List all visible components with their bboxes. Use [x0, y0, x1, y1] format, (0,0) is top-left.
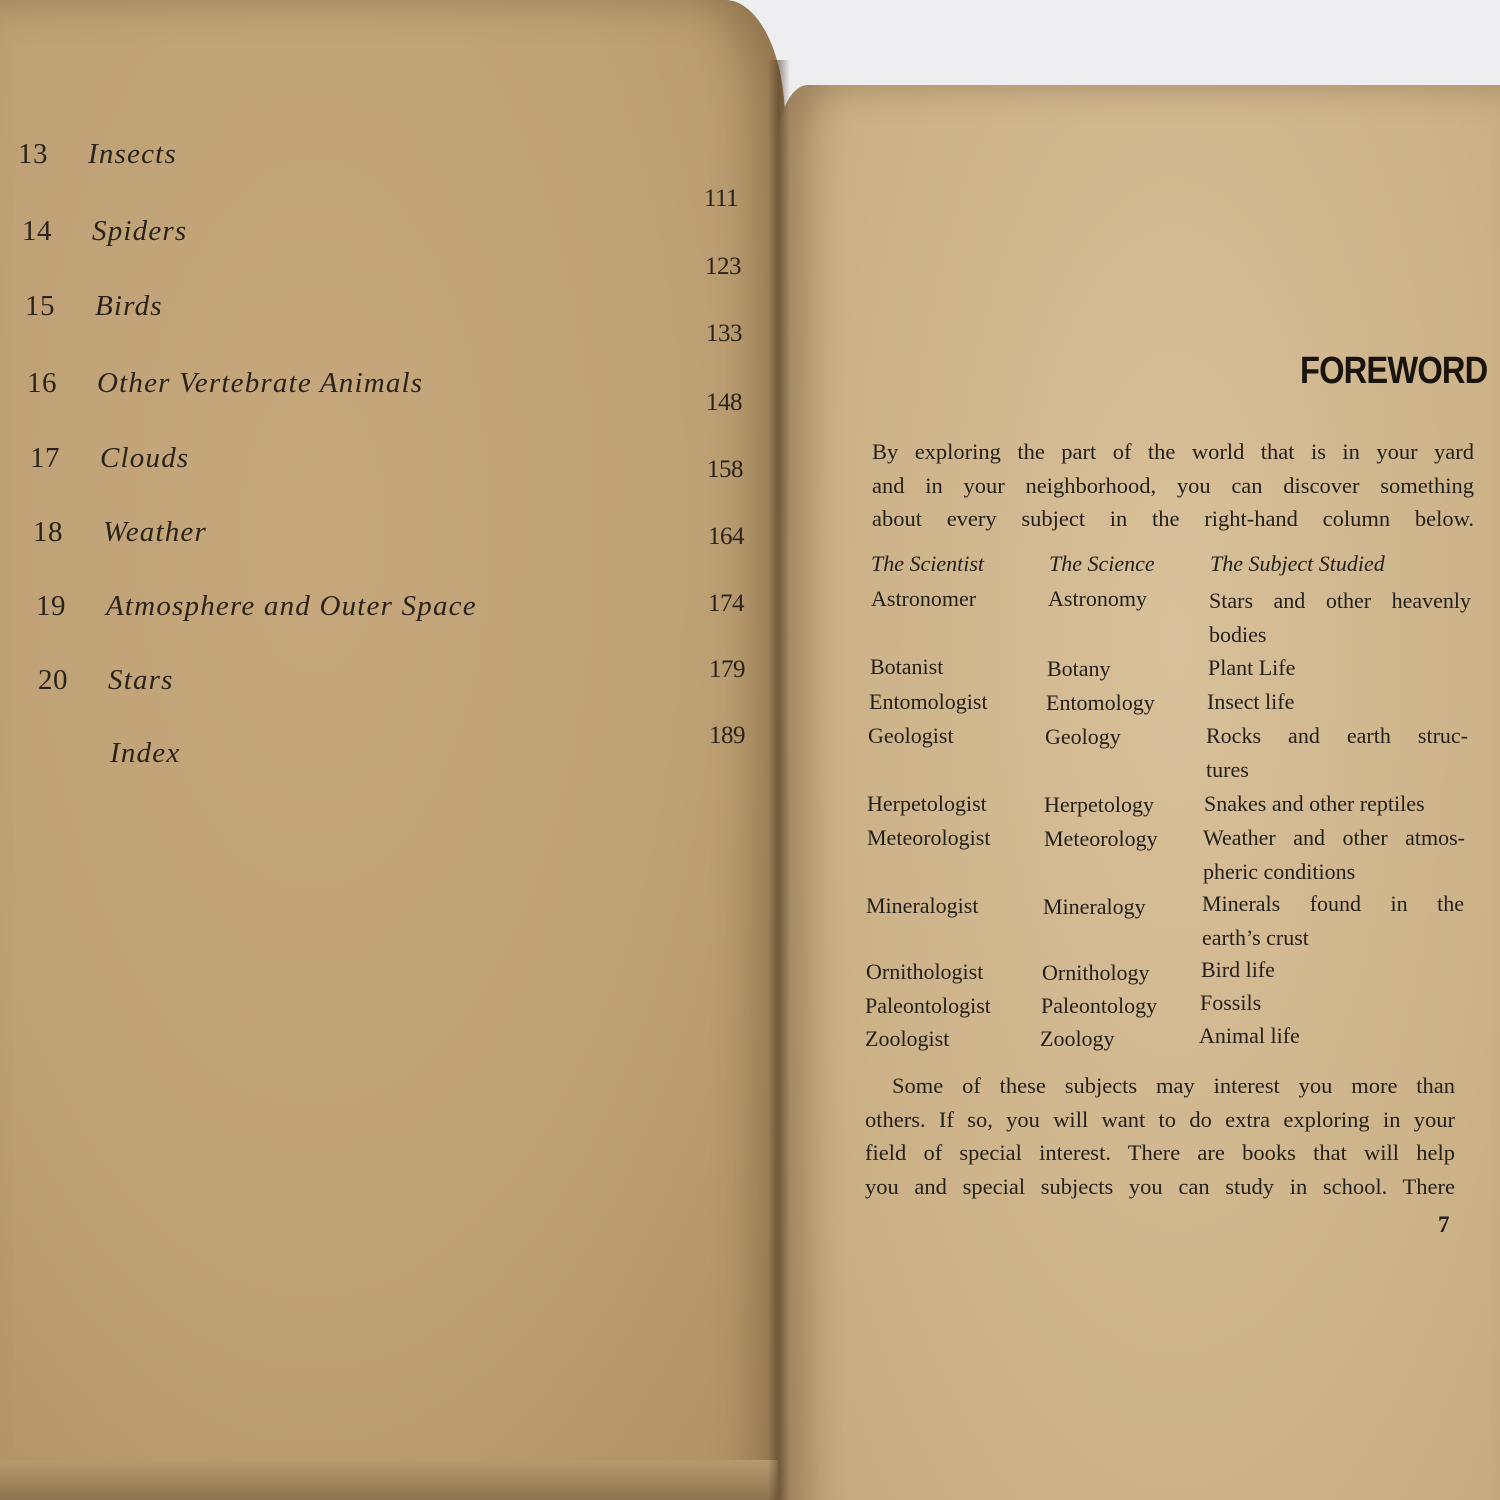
- science-cell: Geology: [1045, 724, 1121, 749]
- chapter-title: Clouds: [100, 442, 190, 474]
- subject-cell: [1199, 1019, 1461, 1053]
- subject-cell: [1204, 787, 1466, 821]
- subject-line: Bird life: [1201, 957, 1275, 982]
- subject-line: Snakes and other reptiles: [1204, 791, 1425, 816]
- subject-line: bodies: [1209, 621, 1267, 647]
- chapter-title: Insects: [88, 138, 177, 170]
- text-line: others. If so, you will want to do extra exploring in your: [865, 1106, 1455, 1132]
- chapter-number: 16: [27, 367, 57, 399]
- subject-cell: [1201, 953, 1463, 987]
- scientist-cell: Herpetologist: [867, 791, 987, 816]
- book-gutter: [768, 60, 790, 1500]
- subject-cell: [1206, 719, 1468, 786]
- chapter-title: Spiders: [92, 215, 188, 247]
- scientist-cell: Meteorologist: [867, 825, 991, 850]
- chapter-page: 164: [708, 523, 744, 550]
- chapter-title: Other Vertebrate Animals: [97, 367, 424, 399]
- subject-line: pheric conditions: [1203, 858, 1356, 884]
- chapter-page: 158: [707, 456, 743, 483]
- text-line: you and special subjects you can study in school. There: [865, 1173, 1455, 1199]
- subject-line: Minerals found in the: [1202, 891, 1464, 916]
- subject-line: tures: [1206, 756, 1249, 782]
- subject-line: Animal life: [1199, 1023, 1300, 1048]
- subject-line: earth’s crust: [1202, 924, 1309, 950]
- subject-cell: [1209, 584, 1471, 651]
- foreword-heading: FOREWORD: [1300, 350, 1488, 392]
- chapter-title: Weather: [103, 516, 207, 548]
- scientist-cell: Astronomer: [871, 586, 977, 611]
- chapter-page: 123: [705, 253, 741, 280]
- chapter-page: 174: [708, 590, 744, 617]
- subject-line: Weather and other atmos-: [1203, 825, 1465, 850]
- column-header-science: The Science: [1049, 551, 1155, 576]
- chapter-title: Index: [110, 737, 181, 769]
- subject-cell: [1202, 887, 1464, 954]
- subject-line: Plant Life: [1208, 655, 1296, 680]
- column-header-scientist: The Scientist: [871, 551, 985, 576]
- chapter-page: 179: [709, 656, 745, 683]
- foreword-intro: [872, 435, 1474, 536]
- chapter-page: 133: [706, 320, 742, 347]
- column-header-subject: The Subject Studied: [1210, 551, 1385, 576]
- chapter-number: 20: [38, 664, 68, 696]
- scientist-cell: Geologist: [868, 723, 954, 748]
- left-page-edge: [0, 1460, 780, 1500]
- text-line: about every subject in the right-hand column below.: [872, 506, 1474, 531]
- scientist-cell: Mineralogist: [866, 893, 979, 918]
- chapter-number: 17: [30, 442, 60, 474]
- science-cell: Zoology: [1040, 1026, 1115, 1051]
- science-cell: Astronomy: [1048, 586, 1147, 611]
- chapter-number: 19: [36, 590, 66, 622]
- subject-cell: [1208, 651, 1470, 685]
- scientist-cell: Ornithologist: [866, 959, 984, 984]
- chapter-number: 14: [22, 215, 52, 247]
- science-cell: Mineralogy: [1043, 894, 1146, 919]
- subject-line: Fossils: [1200, 990, 1262, 1015]
- subject-cell: [1203, 821, 1465, 888]
- chapter-title: Stars: [108, 664, 174, 696]
- science-cell: Entomology: [1046, 690, 1155, 715]
- chapter-number: 13: [18, 138, 48, 170]
- chapter-number: 15: [25, 290, 55, 322]
- scientist-cell: Paleontologist: [865, 993, 991, 1018]
- text-line: and in your neighborhood, you can discover something: [872, 472, 1474, 498]
- text-line: By exploring the part of the world that is in your yard: [872, 439, 1474, 464]
- scientist-cell: Entomologist: [869, 689, 988, 714]
- text-line: Some of these subjects may interest you more than: [892, 1073, 1455, 1098]
- science-cell: Paleontology: [1041, 993, 1158, 1018]
- chapter-title: Atmosphere and Outer Space: [106, 590, 477, 622]
- chapter-title: Birds: [95, 290, 163, 322]
- scientist-cell: Zoologist: [865, 1026, 950, 1051]
- subject-line: Rocks and earth struc-: [1206, 723, 1468, 748]
- subject-cell: [1200, 986, 1462, 1020]
- chapter-page: 189: [709, 722, 745, 749]
- science-cell: Meteorology: [1044, 826, 1158, 851]
- subject-cell: [1207, 685, 1469, 719]
- science-cell: Ornithology: [1042, 960, 1150, 985]
- page-number: 7: [1438, 1212, 1450, 1237]
- foreword-closing: [865, 1069, 1455, 1203]
- subject-line: Insect life: [1207, 689, 1295, 714]
- subject-line: Stars and other heavenly: [1209, 588, 1471, 613]
- science-cell: Botany: [1047, 656, 1111, 681]
- science-cell: Herpetology: [1044, 792, 1154, 817]
- chapter-page: 148: [706, 389, 742, 416]
- scientist-cell: Botanist: [870, 654, 944, 679]
- chapter-number: 18: [33, 516, 63, 548]
- text-line: field of special interest. There are books that will help: [865, 1140, 1455, 1165]
- chapter-page: 111: [704, 185, 739, 212]
